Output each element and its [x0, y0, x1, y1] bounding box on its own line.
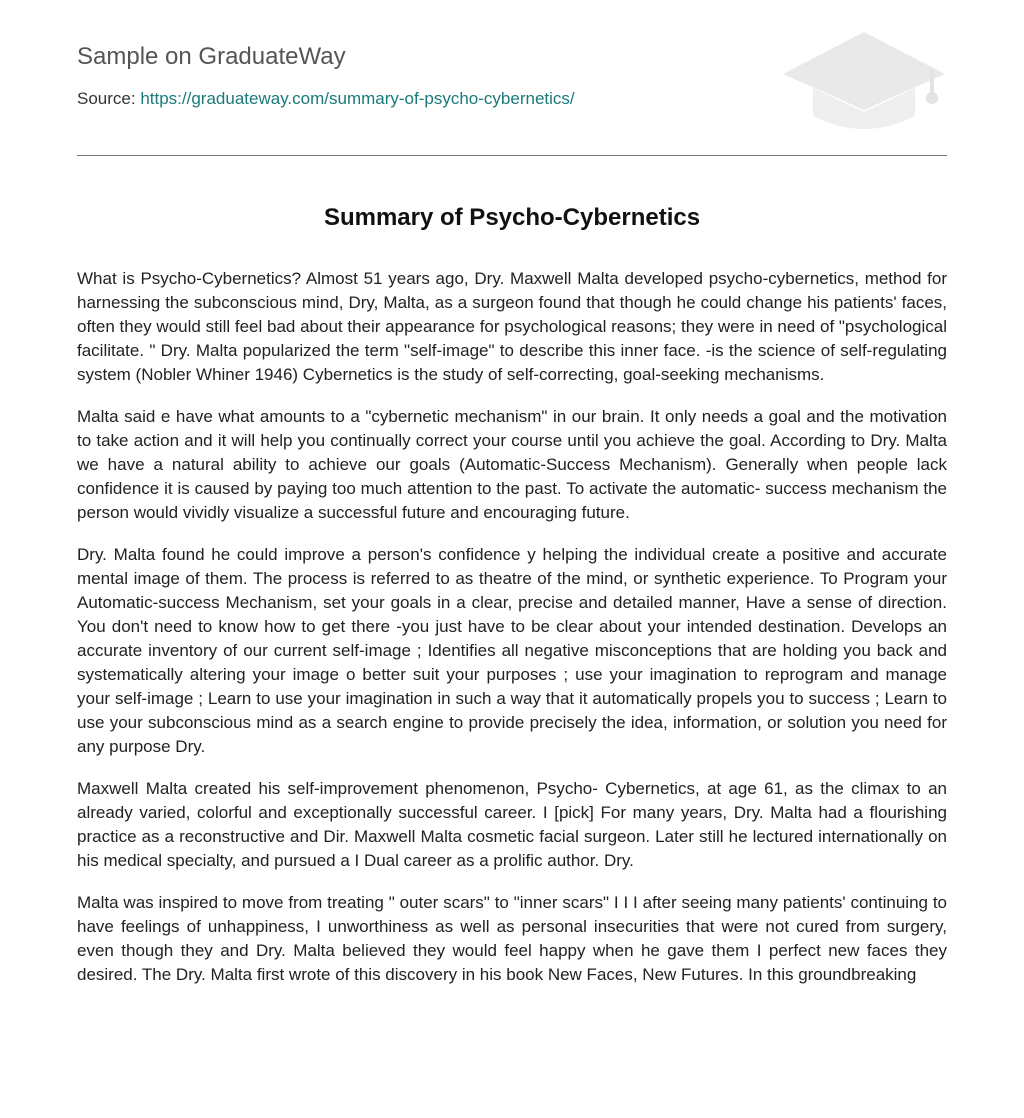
- source-label: Source:: [77, 89, 136, 108]
- paragraph: What is Psycho-Cybernetics? Almost 51 years ago, Dry. Maxwell Malta developed psycho-cybernetics, method for harnessing the subconscious mind, Dry, Malta, as a surgeon found that though he could change his patients' faces, often they would still feel bad about their appearance for psychological reasons; they were in need of "psychological facilitate. " Dry. Malta popularized the term "self-image" to describe this inner face. -is the science of self-regulating system (Nobler Whiner 1946) Cybernetics is the study of self-correcting, goal-seeking mechanisms.: [77, 269, 947, 384]
- header-divider: [77, 155, 947, 156]
- graduation-cap-icon: [780, 30, 948, 134]
- document-title: Summary of Psycho-Cybernetics: [323, 204, 701, 231]
- source-link[interactable]: https://graduateway.com/summary-of-psycho-cybernetics/: [140, 89, 575, 108]
- site-title: Sample on GraduateWay: [77, 43, 346, 70]
- paragraph: Dry. Malta found he could improve a person's confidence y helping the individual create a positive and accurate mental image of them. The process is referred to as theatre of the mind, or synthetic experience. To Program your Automatic-success Mechanism, set your goals in a clear, precise and detailed manner, Have a sense of direction. You don't need to know how to get there -you just have to be clear about your intended destination. Develops an accurate inventory of our current self-image ; Identifies all negative misconceptions that are holding you back and systematically altering your image o better suit your purposes ; use your imagination to reprogram and manage your self-image ; Learn to use your imagination in such a way that it automatically propels you to success ; Learn to use your subconscious mind as a search engine to provide precisely the idea, information, or solution you need for any purpose Dry.: [77, 545, 947, 756]
- page-header: [77, 0, 947, 156]
- document-body: [77, 267, 947, 1005]
- paragraph: Malta was inspired to move from treating " outer scars" to "inner scars" I I I after seeing many patients' continuing to have feelings of unhappiness, I unworthiness as well as personal insecurities that were not cured from surgery, even though they and Dry. Malta believed they would feel happy when he gave them I perfect new faces they desired. The Dry. Malta first wrote of this discovery in his book New Faces, New Futures. In this groundbreaking: [77, 893, 947, 984]
- source-line: [77, 89, 575, 109]
- paragraph: Malta said e have what amounts to a "cybernetic mechanism" in our brain. It only needs a goal and the motivation to take action and it will help you continually correct your course until you achieve the goal. According to Dry. Malta we have a natural ability to achieve our goals (Automatic-Success Mechanism). Generally when people lack confidence it is caused by paying too much attention to the past. To activate the automatic- success mechanism the person would vividly visualize a successful future and encouraging future.: [77, 407, 947, 522]
- paragraph: Maxwell Malta created his self-improvement phenomenon, Psycho- Cybernetics, at age 61, as the climax to an already varied, colorful and exceptionally successful career. I [pick] For many years, Dry. Malta had a flourishing practice as a reconstructive and Dir. Maxwell Malta cosmetic facial surgeon. Later still he lectured internationally on his medical specialty, and pursued a I Dual career as a prolific author. Dry.: [77, 779, 947, 870]
